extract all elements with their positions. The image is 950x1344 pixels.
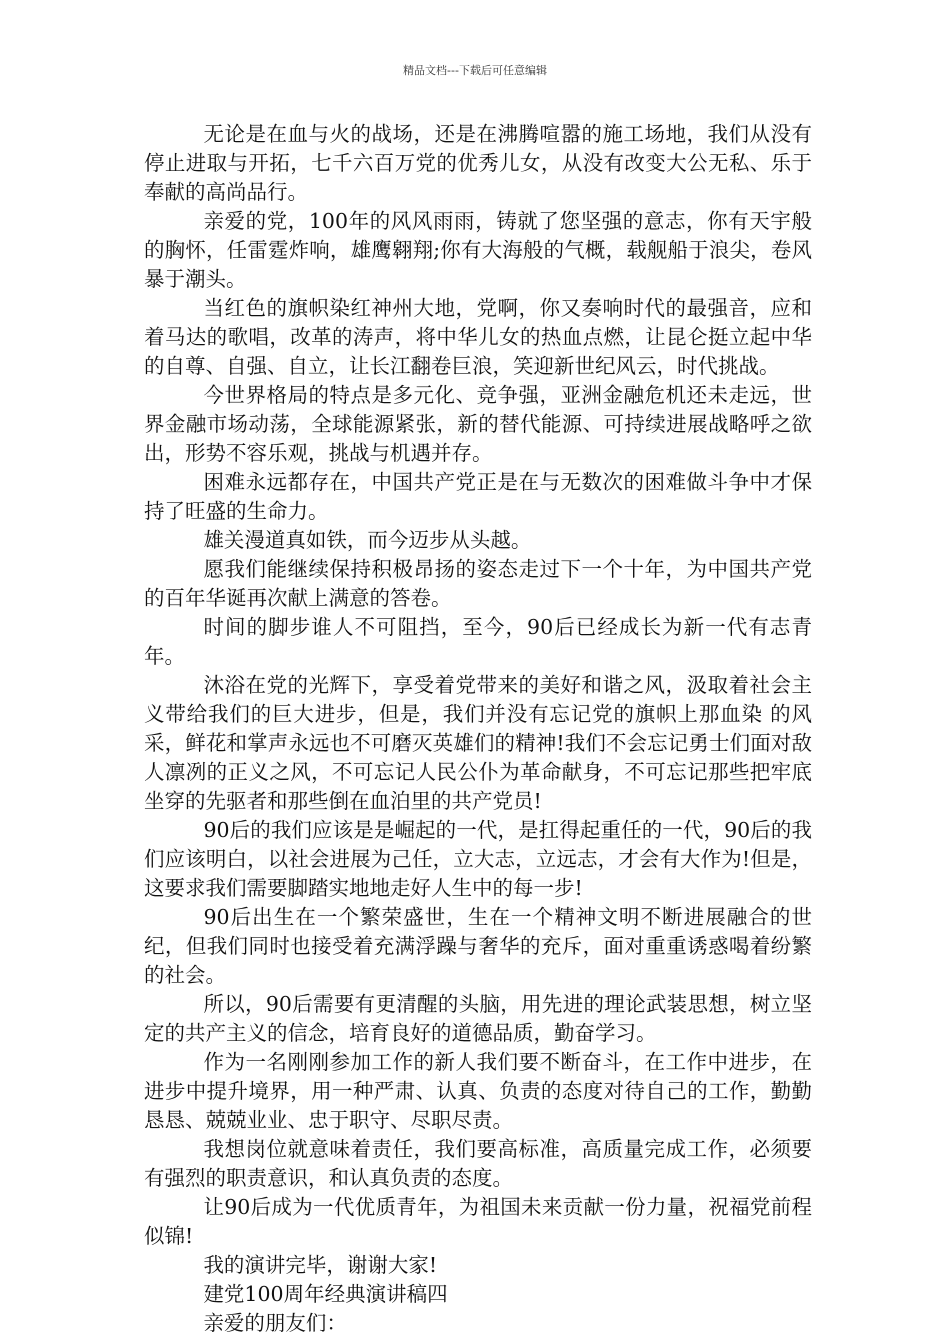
closing-line: 我的演讲完毕，谢谢大家! (203, 1253, 438, 1277)
paragraph-6: 雄关漫道真如铁，而今迈步从头越。 (203, 528, 532, 552)
salutation: 亲爱的朋友们： (203, 1311, 347, 1335)
paragraph-10: 90后的我们应该是是崛起的一代，是扛得起重任的一代，90后的我们应该明白，以社会进展为己任，立大志，立远志，才会有大作为!但是，这要求我们需要脚踏实地地走好人生中的每一步! (144, 818, 812, 900)
paragraph-4: 今世界格局的特点是多元化、竞争强，亚洲金融危机还未走远，世界金融市场动荡，全球能源紧张，新的替代能源、可持续进展战略呼之欲出，形势不容乐观，挑战与机遇并存。 (144, 383, 812, 465)
speech-body (144, 120, 812, 1338)
paragraph-8: 时间的脚步谁人不可阻挡，至今，90后已经成长为新一代有志青年。 (144, 615, 812, 668)
paragraph-14: 我想岗位就意味着责任，我们要高标准，高质量完成工作，必须要有强烈的职责意识，和认真负责的态度。 (144, 1137, 812, 1190)
paragraph-11: 90后出生在一个繁荣盛世，生在一个精神文明不断进展融合的世纪，但我们同时也接受着充满浮躁与奢华的充斥，面对重重诱惑喝着纷繁的社会。 (144, 905, 812, 987)
section-title: 建党100周年经典演讲稿四 (203, 1282, 448, 1306)
paragraph-7: 愿我们能继续保持积极昂扬的姿态走过下一个十年，为中国共产党的百年华诞再次献上满意的答卷。 (144, 557, 812, 610)
paragraph-15: 让90后成为一代优质青年，为祖国未来贡献一份力量，祝福党前程似锦! (144, 1195, 812, 1248)
paragraph-13: 作为一名刚刚参加工作的新人我们要不断奋斗，在工作中进步，在进步中提升境界，用一种严肃、认真、负责的态度对待自己的工作，勤勤恳恳、兢兢业业、忠于职守、尽职尽责。 (144, 1050, 812, 1132)
paragraph-3: 当红色的旗帜染红神州大地，党啊，你又奏响时代的最强音，应和着马达的歌唱，改革的涛声，将中华儿女的热血点燃，让昆仑挺立起中华的自尊、自强、自立，让长江翻卷巨浪，笑迎新世纪风云，时代挑战。 (144, 296, 812, 378)
paragraph-1: 无论是在血与火的战场，还是在沸腾喧嚣的施工场地，我们从没有停止进取与开拓，七千六百万党的优秀儿女，从没有改变大公无私、乐于奉献的高尚品行。 (144, 122, 812, 204)
page-header: 精品文档---下载后可任意编辑 (403, 64, 547, 77)
paragraph-5: 困难永远都存在，中国共产党正是在与无数次的困难做斗争中才保持了旺盛的生命力。 (144, 470, 812, 523)
paragraph-12: 所以，90后需要有更清醒的头脑，用先进的理论武装思想，树立坚定的共产主义的信念，培育良好的道德品质，勤奋学习。 (144, 992, 812, 1045)
paragraph-9: 沐浴在党的光辉下，享受着党带来的美好和谐之风，汲取着社会主义带给我们的巨大进步，但是，我们并没有忘记党的旗帜上那血染 的风采，鲜花和掌声永远也不可磨灭英雄们的精神!我们不会忘记勇士们面对敌人凛冽的正义之风，不可忘记人民公仆为革命献身，不可忘记那些把牢底坐穿的先驱者和那些倒在血泊里的共产党员! (144, 673, 812, 813)
paragraph-2: 亲爱的党，100年的风风雨雨，铸就了您坚强的意志，你有天宇般的胸怀，任雷霆炸响，雄鹰翱翔;你有大海般的气概，载舰船于浪尖，卷风暴于潮头。 (144, 209, 812, 291)
